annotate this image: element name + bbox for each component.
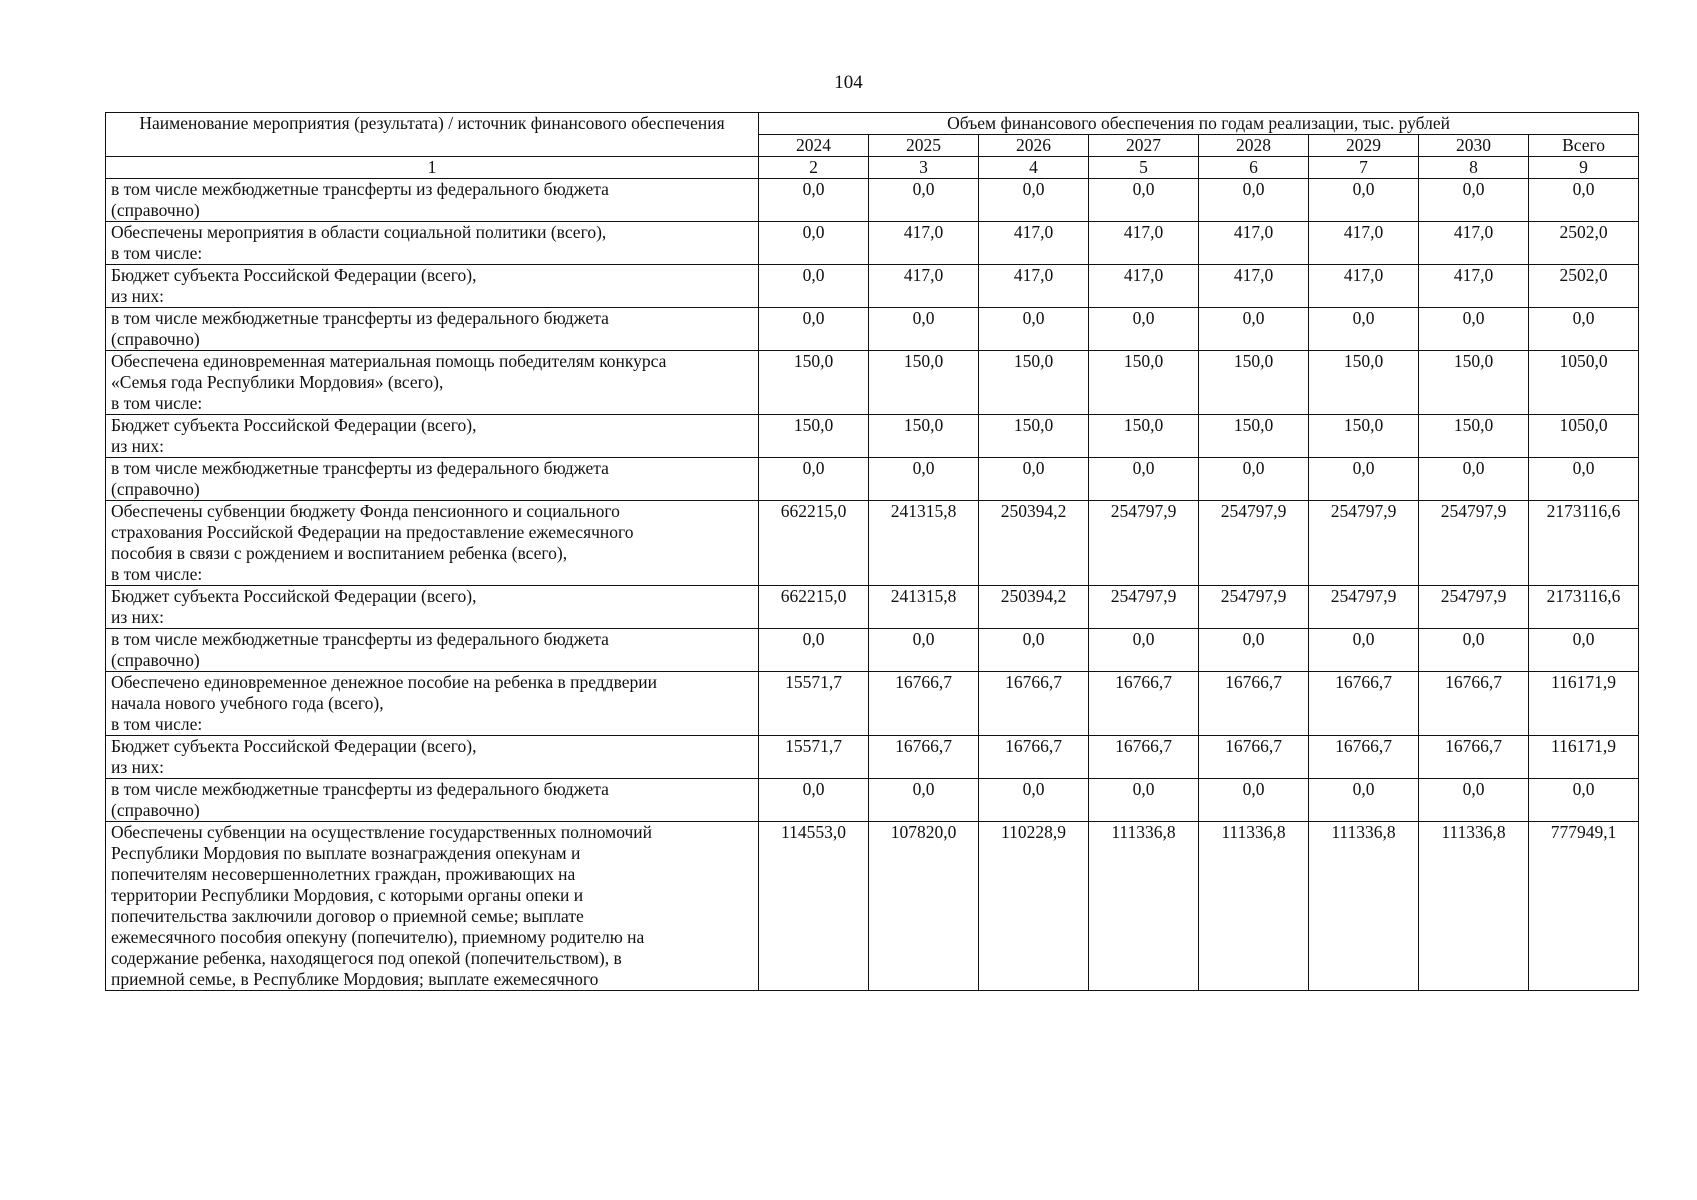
- header-year-cell: 2027: [1089, 135, 1199, 157]
- value-cell: 0,0: [1089, 629, 1199, 672]
- value-cell: 0,0: [1419, 308, 1529, 351]
- table-row: [106, 351, 1639, 415]
- header-group-title: Объем финансового обеспечения по годам реализации, тыс. рублей: [759, 113, 1639, 135]
- value-cell: 0,0: [1419, 629, 1529, 672]
- table-body: [106, 179, 1639, 991]
- column-index-cell: 3: [869, 157, 979, 179]
- column-index-cell: 9: [1529, 157, 1639, 179]
- value-cell: 16766,7: [869, 736, 979, 779]
- value-cell: 1050,0: [1529, 351, 1639, 415]
- header-year-cell: 2026: [979, 135, 1089, 157]
- value-cell: 150,0: [979, 351, 1089, 415]
- value-cell: 16766,7: [1309, 672, 1419, 736]
- header-year-cell: 2024: [759, 135, 869, 157]
- value-cell: 0,0: [1199, 179, 1309, 222]
- value-cell: 2502,0: [1529, 265, 1639, 308]
- value-cell: 417,0: [1199, 222, 1309, 265]
- value-cell: 16766,7: [979, 736, 1089, 779]
- value-cell: 0,0: [1089, 458, 1199, 501]
- value-cell: 254797,9: [1089, 586, 1199, 629]
- column-index-cell: 8: [1419, 157, 1529, 179]
- row-name-cell: Бюджет субъекта Российской Федерации (всего), из них:: [106, 265, 759, 308]
- header-year-cell: 2028: [1199, 135, 1309, 157]
- column-index-cell: 7: [1309, 157, 1419, 179]
- value-cell: 15571,7: [759, 672, 869, 736]
- value-cell: 0,0: [1529, 779, 1639, 822]
- value-cell: 254797,9: [1419, 501, 1529, 586]
- value-cell: 111336,8: [1199, 822, 1309, 991]
- value-cell: 0,0: [1309, 308, 1419, 351]
- value-cell: 0,0: [1089, 179, 1199, 222]
- value-cell: 150,0: [869, 351, 979, 415]
- value-cell: 150,0: [759, 415, 869, 458]
- value-cell: 254797,9: [1419, 586, 1529, 629]
- value-cell: 150,0: [1419, 415, 1529, 458]
- value-cell: 16766,7: [1309, 736, 1419, 779]
- value-cell: 16766,7: [869, 672, 979, 736]
- value-cell: 0,0: [979, 629, 1089, 672]
- value-cell: 16766,7: [1419, 736, 1529, 779]
- value-cell: 0,0: [869, 458, 979, 501]
- value-cell: 116171,9: [1529, 736, 1639, 779]
- value-cell: 417,0: [869, 265, 979, 308]
- value-cell: 0,0: [759, 265, 869, 308]
- value-cell: 417,0: [1089, 222, 1199, 265]
- value-cell: 0,0: [1419, 179, 1529, 222]
- value-cell: 417,0: [979, 222, 1089, 265]
- value-cell: 111336,8: [1089, 822, 1199, 991]
- value-cell: 150,0: [1199, 415, 1309, 458]
- value-cell: 150,0: [1089, 351, 1199, 415]
- value-cell: 254797,9: [1309, 501, 1419, 586]
- value-cell: 0,0: [1199, 308, 1309, 351]
- value-cell: 16766,7: [1089, 672, 1199, 736]
- header-year-cell: 2029: [1309, 135, 1419, 157]
- value-cell: 16766,7: [979, 672, 1089, 736]
- value-cell: 0,0: [759, 779, 869, 822]
- value-cell: 150,0: [1419, 351, 1529, 415]
- value-cell: 0,0: [869, 629, 979, 672]
- value-cell: 0,0: [1529, 458, 1639, 501]
- value-cell: 777949,1: [1529, 822, 1639, 991]
- value-cell: 417,0: [1419, 222, 1529, 265]
- value-cell: 0,0: [869, 779, 979, 822]
- value-cell: 417,0: [1309, 222, 1419, 265]
- value-cell: 16766,7: [1419, 672, 1529, 736]
- value-cell: 0,0: [1309, 629, 1419, 672]
- row-name-cell: в том числе межбюджетные трансферты из федерального бюджета (справочно): [106, 179, 759, 222]
- table-row: [106, 779, 1639, 822]
- value-cell: 150,0: [1089, 415, 1199, 458]
- value-cell: 110228,9: [979, 822, 1089, 991]
- value-cell: 250394,2: [979, 501, 1089, 586]
- value-cell: 0,0: [869, 308, 979, 351]
- header-year-cell: 2025: [869, 135, 979, 157]
- value-cell: 0,0: [1419, 779, 1529, 822]
- value-cell: 254797,9: [1309, 586, 1419, 629]
- value-cell: 0,0: [759, 629, 869, 672]
- value-cell: 0,0: [1199, 779, 1309, 822]
- value-cell: 116171,9: [1529, 672, 1639, 736]
- row-name-cell: в том числе межбюджетные трансферты из федерального бюджета (справочно): [106, 779, 759, 822]
- value-cell: 15571,7: [759, 736, 869, 779]
- table-row: [106, 586, 1639, 629]
- table-row: [106, 308, 1639, 351]
- value-cell: 150,0: [1309, 415, 1419, 458]
- value-cell: 254797,9: [1199, 586, 1309, 629]
- row-name-cell: в том числе межбюджетные трансферты из федерального бюджета (справочно): [106, 629, 759, 672]
- value-cell: 1050,0: [1529, 415, 1639, 458]
- value-cell: 16766,7: [1089, 736, 1199, 779]
- value-cell: 0,0: [1199, 458, 1309, 501]
- value-cell: 0,0: [759, 222, 869, 265]
- value-cell: 417,0: [1089, 265, 1199, 308]
- row-name-cell: Обеспечены мероприятия в области социальной политики (всего), в том числе:: [106, 222, 759, 265]
- value-cell: 241315,8: [869, 501, 979, 586]
- value-cell: 0,0: [979, 458, 1089, 501]
- value-cell: 0,0: [1419, 458, 1529, 501]
- table-row: [106, 629, 1639, 672]
- value-cell: 0,0: [869, 179, 979, 222]
- financing-table: [105, 112, 1639, 991]
- value-cell: 2502,0: [1529, 222, 1639, 265]
- value-cell: 2173116,6: [1529, 501, 1639, 586]
- table-row: [106, 265, 1639, 308]
- column-index-cell: 2: [759, 157, 869, 179]
- value-cell: 0,0: [979, 308, 1089, 351]
- value-cell: 150,0: [979, 415, 1089, 458]
- header-year-cell: Всего: [1529, 135, 1639, 157]
- row-name-cell: Бюджет субъекта Российской Федерации (всего), из них:: [106, 736, 759, 779]
- value-cell: 0,0: [759, 308, 869, 351]
- table-row: [106, 179, 1639, 222]
- value-cell: 0,0: [979, 179, 1089, 222]
- value-cell: 662215,0: [759, 501, 869, 586]
- row-name-cell: Обеспечены субвенции на осуществление государственных полномочий Республики Мордовия по выплате вознаграждения опекунам и попечителям несовершеннолетних граждан, проживающих на территории Республики Мордовия, с которыми органы опеки и попечительства заключили договор о приемной семье; выплате ежемесячного пособия опекуну (попечителю), приемному родителю на содержание ребенка, находящегося под опекой (попечительством), в приемной семье, в Республике Мордовия; выплате ежемесячного: [106, 822, 759, 991]
- value-cell: 114553,0: [759, 822, 869, 991]
- value-cell: 417,0: [1309, 265, 1419, 308]
- row-name-cell: Обеспечена единовременная материальная помощь победителям конкурса «Семья года Республики Мордовия» (всего), в том числе:: [106, 351, 759, 415]
- value-cell: 0,0: [979, 779, 1089, 822]
- value-cell: 250394,2: [979, 586, 1089, 629]
- value-cell: 0,0: [759, 458, 869, 501]
- value-cell: 2173116,6: [1529, 586, 1639, 629]
- table-row: [106, 736, 1639, 779]
- header-year-cell: 2030: [1419, 135, 1529, 157]
- row-name-cell: Обеспечены субвенции бюджету Фонда пенсионного и социального страхования Российской Федерации на предоставление ежемесячного пособия в связи с рождением и воспитанием ребенка (всего), в том числе:: [106, 501, 759, 586]
- column-index-cell: 4: [979, 157, 1089, 179]
- value-cell: 150,0: [759, 351, 869, 415]
- value-cell: 0,0: [1089, 779, 1199, 822]
- value-cell: 0,0: [1089, 308, 1199, 351]
- header-name-column: Наименование мероприятия (результата) / источник финансового обеспечения: [106, 113, 759, 157]
- value-cell: 16766,7: [1199, 672, 1309, 736]
- value-cell: 241315,8: [869, 586, 979, 629]
- value-cell: 417,0: [1419, 265, 1529, 308]
- column-index-cell: 1: [106, 157, 759, 179]
- value-cell: 417,0: [869, 222, 979, 265]
- table-row: [106, 458, 1639, 501]
- value-cell: 254797,9: [1199, 501, 1309, 586]
- value-cell: 662215,0: [759, 586, 869, 629]
- column-index-cell: 6: [1199, 157, 1309, 179]
- table-row: [106, 672, 1639, 736]
- row-name-cell: в том числе межбюджетные трансферты из федерального бюджета (справочно): [106, 308, 759, 351]
- value-cell: 150,0: [1199, 351, 1309, 415]
- table-row: [106, 415, 1639, 458]
- column-index-cell: 5: [1089, 157, 1199, 179]
- row-name-cell: Обеспечено единовременное денежное пособие на ребенка в преддверии начала нового учебного года (всего), в том числе:: [106, 672, 759, 736]
- table-row: [106, 822, 1639, 991]
- header-row-1: [106, 113, 1639, 135]
- value-cell: 107820,0: [869, 822, 979, 991]
- value-cell: 417,0: [1199, 265, 1309, 308]
- value-cell: 111336,8: [1419, 822, 1529, 991]
- row-name-cell: Бюджет субъекта Российской Федерации (всего), из них:: [106, 415, 759, 458]
- value-cell: 0,0: [1529, 179, 1639, 222]
- value-cell: 417,0: [979, 265, 1089, 308]
- header-index-row: [106, 157, 1639, 179]
- row-name-cell: в том числе межбюджетные трансферты из федерального бюджета (справочно): [106, 458, 759, 501]
- value-cell: 0,0: [1309, 458, 1419, 501]
- value-cell: 16766,7: [1199, 736, 1309, 779]
- table-row: [106, 222, 1639, 265]
- value-cell: 0,0: [1529, 629, 1639, 672]
- row-name-cell: Бюджет субъекта Российской Федерации (всего), из них:: [106, 586, 759, 629]
- value-cell: 111336,8: [1309, 822, 1419, 991]
- page-number: 104: [834, 72, 863, 93]
- value-cell: 254797,9: [1089, 501, 1199, 586]
- value-cell: 0,0: [1529, 308, 1639, 351]
- value-cell: 0,0: [1199, 629, 1309, 672]
- value-cell: 150,0: [1309, 351, 1419, 415]
- value-cell: 0,0: [1309, 779, 1419, 822]
- value-cell: 0,0: [1309, 179, 1419, 222]
- value-cell: 150,0: [869, 415, 979, 458]
- table-row: [106, 501, 1639, 586]
- value-cell: 0,0: [759, 179, 869, 222]
